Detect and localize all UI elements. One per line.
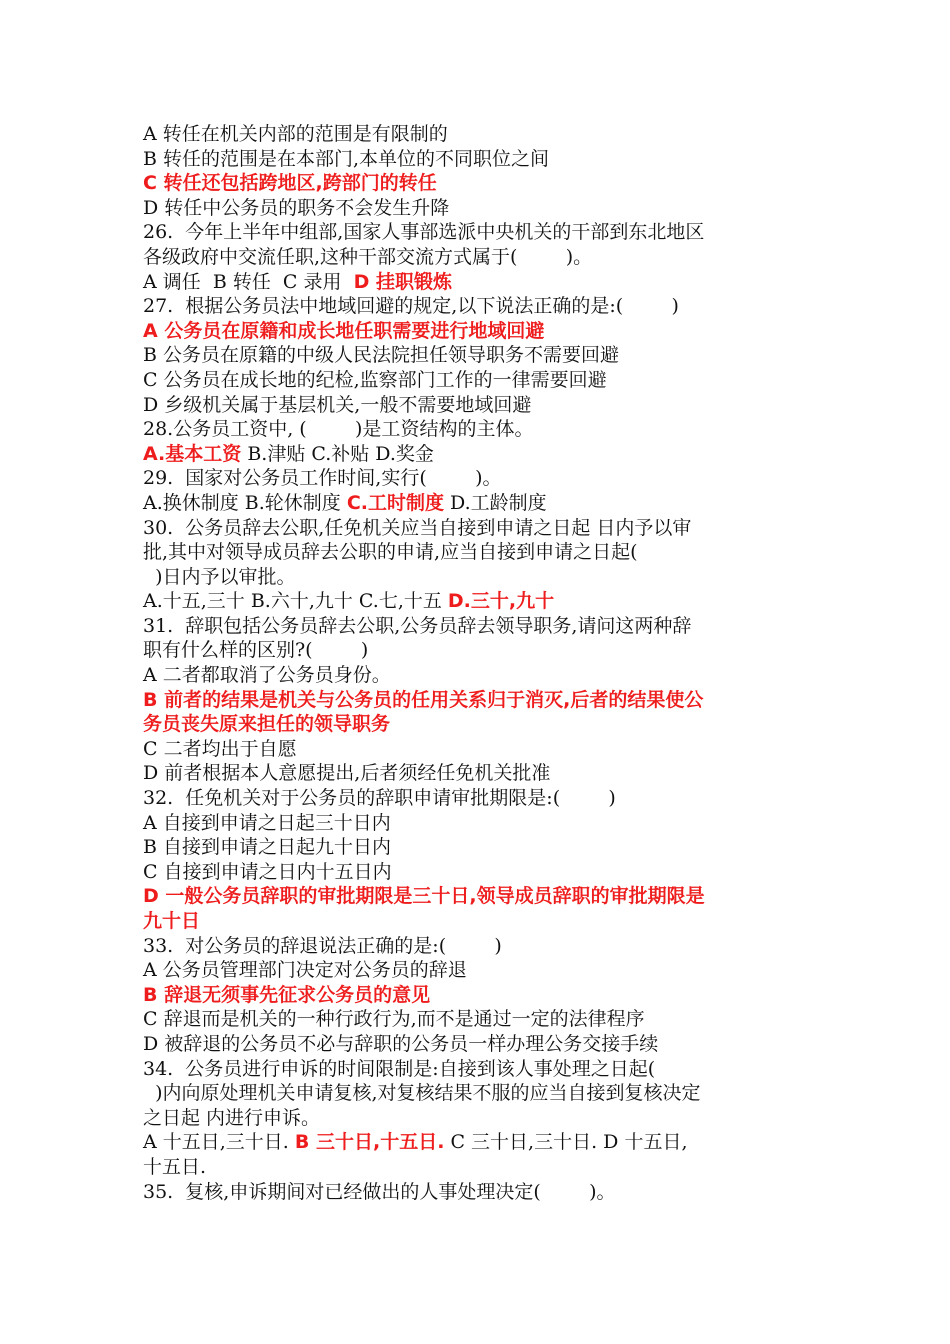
text-line [143,245,813,270]
answer-text: D.三十,九十 [447,590,555,613]
text-line [143,1057,813,1082]
answer-text: B 前者的结果是机关与公务员的任用关系归于消灭,后者的结果使公 [143,688,704,711]
text-line [143,196,813,221]
text-line [143,393,813,418]
text-line [143,663,813,688]
question-text: 32. 任免机关对于公务员的辞职申请审批期限是:( ) [143,787,616,810]
question-text: B 转任的范围是在本部门,本单位的不同职位之间 [143,147,550,170]
question-text: D 前者根据本人意愿提出,后者须经任免机关批准 [143,762,551,785]
text-line [143,1106,813,1131]
question-text: )内向原处理机关申请复核,对复核结果不服的应当自接到复核决定 [143,1082,701,1105]
text-line [143,1180,813,1205]
text-line [143,884,813,909]
question-text: 十五日. [143,1155,207,1178]
text-line [143,319,813,344]
question-text: 27. 根据公务员法中地域回避的规定,以下说法正确的是:( ) [143,295,679,318]
text-line [143,589,813,614]
question-text: )日内予以审批。 [143,565,296,588]
question-text: 28.公务员工资中, ( )是工资结构的主体。 [143,418,534,441]
text-line [143,688,813,713]
question-text: C 三十日,三十日. D 十五日, [444,1131,688,1154]
text-line [143,638,813,663]
question-text: C 辞退而是机关的一种行政行为,而不是通过一定的法律程序 [143,1008,645,1031]
text-line [143,516,813,541]
text-line [143,712,813,737]
question-text: A 十五日,三十日. [143,1131,295,1154]
question-text: 各级政府中交流任职,这种干部交流方式属于( )。 [143,245,593,268]
answer-text: 务员丧失原来担任的领导职务 [143,713,391,736]
question-text: A 调任 B 转任 C 录用 [143,270,354,293]
question-text: A 二者都取消了公务员身份。 [143,664,391,687]
question-text: D 乡级机关属于基层机关,一般不需要地域回避 [143,393,532,416]
question-text: D.工龄制度 [444,491,547,514]
answer-text: C 转任还包括跨地区,跨部门的转任 [143,172,437,195]
text-line [143,860,813,885]
text-line [143,368,813,393]
text-line [143,147,813,172]
answer-text: A 公务员在原籍和成长地任职需要进行地域回避 [143,319,545,342]
question-text: B 自接到申请之日起九十日内 [143,836,392,859]
text-line [143,417,813,442]
text-line [143,171,813,196]
question-text: A.十五,三十 B.六十,九十 C.七,十五 [143,590,448,613]
question-text: 29. 国家对公务员工作时间,实行( )。 [143,467,502,490]
text-line [143,909,813,934]
question-text: 31. 辞职包括公务员辞去公职,公务员辞去领导职务,请问这两种辞 [143,614,692,637]
text-line [143,491,813,516]
question-text: A 自接到申请之日起三十日内 [143,811,391,834]
text-line [143,294,813,319]
question-text: D 被辞退的公务员不必与辞职的公务员一样办理公务交接手续 [143,1032,659,1055]
text-line [143,565,813,590]
question-text: C 自接到申请之日内十五日内 [143,860,392,883]
question-text: C 二者均出于自愿 [143,737,297,760]
text-line [143,540,813,565]
text-line [143,122,813,147]
question-text: 职有什么样的区别?( ) [143,639,369,662]
question-text: A 转任在机关内部的范围是有限制的 [143,123,448,145]
text-line [143,737,813,762]
question-text: 30. 公务员辞去公职,任免机关应当自接到申请之日起 日内予以审 [143,516,692,539]
text-line [143,1155,813,1180]
text-line [143,761,813,786]
text-line [143,466,813,491]
answer-text: B 辞退无须事先征求公务员的意见 [143,983,431,1006]
text-line [143,1007,813,1032]
text-line [143,835,813,860]
text-line [143,1032,813,1057]
question-text: 26. 今年上半年中组部,国家人事部选派中央机关的干部到东北地区 [143,221,705,244]
text-line [143,934,813,959]
question-text: 33. 对公务员的辞退说法正确的是:( ) [143,934,502,957]
answer-text: D 挂职锻炼 [353,270,452,293]
text-line [143,270,813,295]
question-text: 35. 复核,申诉期间对已经做出的人事处理决定( )。 [143,1180,616,1203]
text-line [143,220,813,245]
question-text: D 转任中公务员的职务不会发生升降 [143,196,450,219]
question-text: 批,其中对领导成员辞去公职的申请,应当自接到申请之日起( [143,541,638,564]
question-text: A.换休制度 B.轮休制度 [143,491,347,514]
question-text: A 公务员管理部门决定对公务员的辞退 [143,959,467,982]
answer-text: A.基本工资 [143,442,242,465]
question-text: 34. 公务员进行申诉的时间限制是:自接到该人事处理之日起( [143,1057,656,1080]
answer-text: C.工时制度 [346,491,445,514]
question-text: 之日起 内进行申诉。 [143,1106,321,1129]
text-line [143,442,813,467]
question-text: B.津贴 C.补贴 D.奖金 [241,442,434,465]
document-body [143,122,813,1204]
text-line [143,1130,813,1155]
text-line [143,983,813,1008]
text-line [143,786,813,811]
answer-text: 九十日 [143,910,201,932]
text-line [143,614,813,639]
answer-text: B 三十日,十五日. [294,1131,445,1154]
text-line [143,343,813,368]
question-text: C 公务员在成长地的纪检,监察部门工作的一律需要回避 [143,368,607,391]
answer-text: D 一般公务员辞职的审批期限是三十日,领导成员辞职的审批期限是 [143,885,705,908]
question-text: B 公务员在原籍的中级人民法院担任领导职务不需要回避 [143,344,620,367]
text-line [143,811,813,836]
text-line [143,1081,813,1106]
text-line [143,958,813,983]
